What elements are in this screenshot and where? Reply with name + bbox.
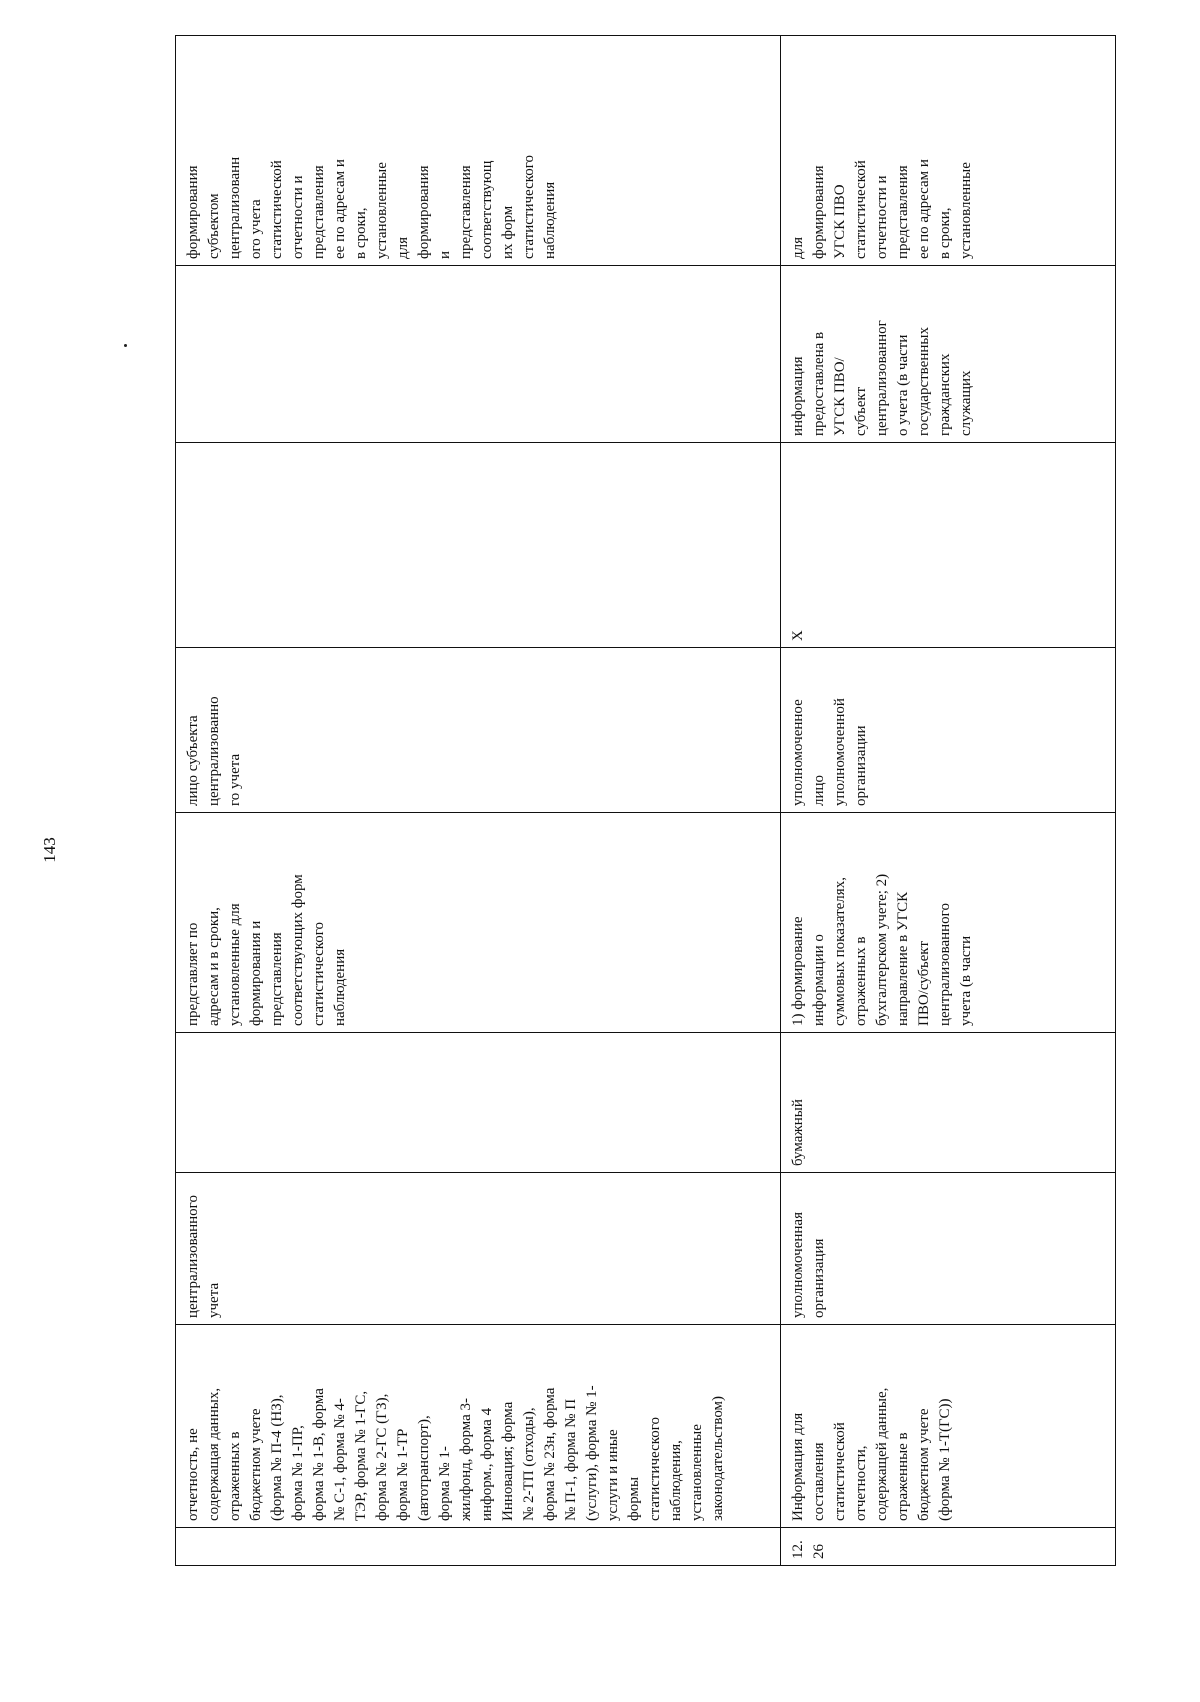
cell-responsible: уполномоченное лицо уполномоченной организации [781, 648, 1116, 813]
cell-originator: централизованного учета [176, 1173, 781, 1325]
rotated-table [175, 36, 1115, 1566]
cell-recipient [176, 266, 781, 443]
table-row-continuation [176, 36, 781, 1566]
document-table [175, 35, 1116, 1566]
cell-document-name: отчетность, не содержащая данных, отраженных в бюджетном учете (форма № П-4 (НЗ), форма № 1-ПР, форма № 1-В, форма № С-1, форма № 4- ТЭР, форма № 1-ГС, форма № 2-ГС (ГЗ), форма № 1-ТР (автотранспорт), форма № 1- жилфонд, форма 3- информ., форма 4 Инновация; форма № 2-ТП (отходы), форма № 23н, форма № П-1, форма № П (услуги), форма № 1- услуги и иные формы статистического наблюдения, установленные законодательством) [176, 1325, 781, 1528]
cell-number: 12.26 [781, 1528, 1116, 1566]
cell-purpose: для формирования УГСК ПВО статистической отчетности и представления ее по адресам и в сроки, установленные [781, 36, 1116, 266]
cell-number [176, 1528, 781, 1566]
cell-document-name: Информация для составления статистической отчетности, содержащей данные, отраженные в бюджетном учете (форма № 1-Т(ГС)) [781, 1325, 1116, 1528]
page-number [30, 830, 70, 870]
page-number-text: 143 [40, 837, 59, 863]
table-row-12-26 [781, 36, 1116, 1566]
document-table-container [175, 36, 1115, 1566]
cell-recipient: информация предоставлена в УГСК ПВО/ субъект централизованног о учета (в части государственных гражданских служащих [781, 266, 1116, 443]
cell-responsible: лицо субъекта централизованно го учета [176, 648, 781, 813]
cell-format: бумажный [781, 1033, 1116, 1173]
cell-deadline [176, 443, 781, 648]
cell-procedure: представляет по адресам и в сроки, установленные для формирования и представления соответствующих форм статистического наблюдения [176, 813, 781, 1033]
scan-dot-mark [124, 344, 127, 347]
cell-format [176, 1033, 781, 1173]
cell-purpose: формирования субъектом централизованн ого учета статистической отчетности и представления ее по адресам и в сроки, установленные для формирования и представления соответствующ их форм статистического наблюдения [176, 36, 781, 266]
cell-originator: уполномоченная организация [781, 1173, 1116, 1325]
cell-procedure: 1) формирование информации о суммовых показателях, отраженных в бухгалтерском учете; 2) направление в УГСК ПВО/субъект централизованного учета (в части [781, 813, 1116, 1033]
cell-deadline: Х [781, 443, 1116, 648]
